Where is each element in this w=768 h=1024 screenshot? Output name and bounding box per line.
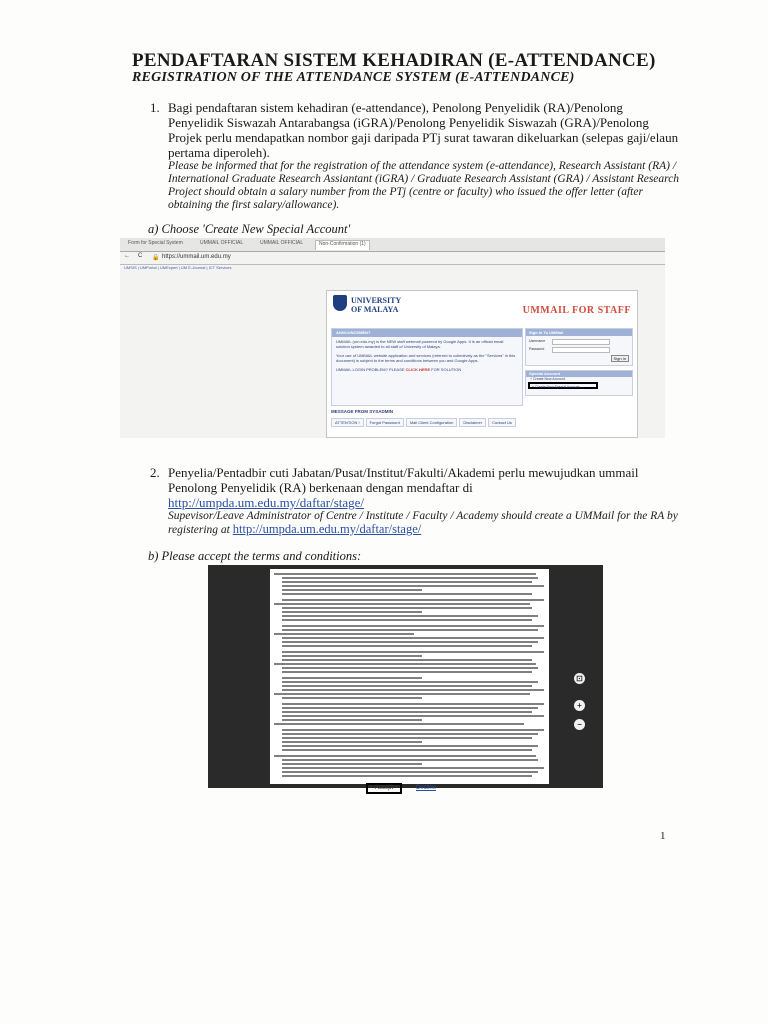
accept-button[interactable]: Accept <box>366 783 402 794</box>
ummail-menu <box>331 418 516 427</box>
terms-text-line <box>282 741 422 743</box>
sysadmin-message-heading: MESSAGE FROM SYSADMIN <box>331 409 394 414</box>
terms-screenshot <box>208 565 603 788</box>
browser-tab[interactable]: UMMAIL OFFICIAL <box>200 240 244 246</box>
terms-text-line <box>282 629 538 631</box>
item-text-malay: Bagi pendaftaran sistem kehadiran (e-attendance), Penolong Penyelidik (RA)/Penolong Penyelidik Siswazah Antarabangsa (iGRA)/Penolong Penyelidik Siswazah (GRA)/Penolong Projek perlu mendapatkan nombor gaji daripada PTj surat tawaran dikeluarkan (selepas gaji/elaun pertama diperoleh). <box>168 100 679 160</box>
terms-text-line <box>282 763 422 765</box>
terms-text-line <box>282 637 544 639</box>
registration-link[interactable]: http://umpda.um.edu.my/daftar/stage/ <box>168 495 365 510</box>
terms-text-line <box>282 577 538 579</box>
announcement-heading: ANNOUNCEMENT <box>332 329 522 337</box>
ummail-panel <box>326 290 638 438</box>
terms-text-line <box>282 711 532 713</box>
lock-icon: 🔒 <box>152 255 160 261</box>
terms-text-line <box>282 615 538 617</box>
ummail-screenshot <box>120 238 665 438</box>
terms-text-line <box>282 681 538 683</box>
terms-text-line <box>282 689 544 691</box>
terms-text-line <box>282 707 538 709</box>
special-account-heading: Special Account <box>526 371 632 377</box>
item-text-english: Please be informed that for the registration of the attendance system (e-attendance), Research Assistant (RA) / International Graduate Research Assiantant (iGRA) / Graduate Research Assistant (GRA) / Assistant Research Project should obtain a salary number from the PTj (centre or faculty) who issued the offer letter (after obtaining the first salary/allowance). <box>168 160 680 211</box>
ummail-brand: UMMAIL FOR STAFF <box>522 305 631 316</box>
login-panel <box>525 328 633 366</box>
menu-item[interactable]: Mail Client Configuration <box>406 418 458 427</box>
terms-text-line <box>282 697 422 699</box>
reload-icon[interactable]: C <box>138 253 143 259</box>
terms-text-line <box>282 589 422 591</box>
username-input[interactable] <box>552 339 610 345</box>
terms-text-line <box>282 767 544 769</box>
create-account-link[interactable]: + Create New Account <box>530 377 565 381</box>
step-b-label: b) Please accept the terms and conditions: <box>148 549 362 563</box>
zoom-in-icon[interactable]: + <box>574 700 585 711</box>
terms-text-line <box>282 581 532 583</box>
menu-item[interactable]: Contact Us <box>488 418 516 427</box>
terms-text-line <box>282 607 532 609</box>
list-item-1 <box>150 100 680 212</box>
terms-text-line <box>282 677 422 679</box>
terms-text-line <box>282 611 422 613</box>
decline-link[interactable]: Decline <box>416 785 437 791</box>
terms-text-line <box>274 693 530 695</box>
browser-tab-bar <box>120 238 665 252</box>
terms-text-line <box>282 645 532 647</box>
item-text-malay: Penyelia/Pentadbir cuti Jabatan/Pusat/Institut/Fakulti/Akademi perlu mewujudkan ummail Penolong Penyelidik (RA) berkenaan dengan mendaftar di http://umpda.um.edu.my/daftar/stage/ <box>168 465 639 510</box>
terms-text-line <box>282 655 422 657</box>
terms-text-line <box>282 619 532 621</box>
terms-text-line <box>282 671 532 673</box>
terms-text-line <box>282 667 538 669</box>
terms-text-line <box>274 573 536 575</box>
announcement-text: Your use of UMMAIL website application and services (referred to collectively as the "Services" in this document) is subject to the terms and conditions between you and Google Apps. <box>336 353 516 363</box>
terms-text-line <box>274 633 414 635</box>
back-icon[interactable]: ← <box>124 253 130 259</box>
terms-text-line <box>282 719 422 721</box>
click-here-link[interactable]: CLICK HERE <box>405 367 431 372</box>
terms-text-line <box>274 603 530 605</box>
browser-tab-active[interactable]: Non-Confirmation (1) <box>315 240 370 250</box>
terms-text-line <box>282 599 544 601</box>
url-text[interactable]: https://ummail.um.edu.my <box>162 254 231 260</box>
university-name: UNIVERSITY OF MALAYA <box>351 296 401 314</box>
terms-text-line <box>282 729 544 731</box>
page-title: PENDAFTARAN SISTEM KEHADIRAN (E-ATTENDANCE) <box>132 50 656 71</box>
item-number: 2. <box>150 465 160 480</box>
terms-text-line <box>282 737 532 739</box>
zoom-out-icon[interactable]: − <box>574 719 585 730</box>
terms-text-line <box>282 771 538 773</box>
announcement-text: UMMAIL LOGIN PROBLEM? PLEASE CLICK HERE FOR SOLUTION <box>336 367 462 372</box>
terms-text-line <box>282 625 544 627</box>
terms-text-line <box>282 703 544 705</box>
terms-text-line <box>282 733 538 735</box>
terms-text-line <box>282 685 532 687</box>
terms-text-line <box>282 659 532 661</box>
menu-item[interactable]: ATTENTION ! <box>331 418 364 427</box>
create-special-account-link[interactable]: + Create New Special Account <box>528 382 598 389</box>
terms-text-line <box>282 585 544 587</box>
list-item-2 <box>150 465 680 537</box>
terms-document[interactable] <box>270 569 549 784</box>
username-label: Username <box>529 339 546 343</box>
terms-text-line <box>274 663 536 665</box>
terms-text-line <box>282 759 538 761</box>
bookmarks-bar[interactable]: UMSIS | UMPortal | UMExpert | UM E-Journal | ICT Services <box>124 265 232 270</box>
page-subtitle: REGISTRATION OF THE ATTENDANCE SYSTEM (E-ATTENDANCE) <box>132 70 575 85</box>
announcement-panel <box>331 328 523 406</box>
password-input[interactable] <box>552 347 610 353</box>
password-label: Password <box>529 347 545 351</box>
terms-text-line <box>282 651 544 653</box>
page-number: 1 <box>660 830 666 842</box>
terms-text-line <box>274 723 524 725</box>
browser-tab[interactable]: Form for Special System <box>128 240 183 246</box>
terms-text-line <box>282 749 532 751</box>
menu-item[interactable]: Disclaimer <box>459 418 486 427</box>
step-a-label: a) Choose 'Create New Special Account' <box>148 222 351 236</box>
terms-text-line <box>282 593 532 595</box>
university-crest-icon <box>333 295 347 311</box>
terms-text-line <box>282 745 538 747</box>
announcement-text: UMMAIL (um.edu.my) is the NEW staff webmail powered by Google Apps. It is an official email solution system awarded to all staff of University of Malaya. <box>336 339 504 349</box>
zoom-reset-icon[interactable]: ⊡ <box>574 673 585 684</box>
special-account-panel <box>525 370 633 396</box>
menu-item[interactable]: Forgot Password <box>366 418 404 427</box>
address-bar[interactable] <box>120 251 665 265</box>
terms-text-line <box>282 715 544 717</box>
terms-text-line <box>274 755 536 757</box>
terms-text-line <box>282 775 532 777</box>
browser-tab[interactable]: UMMAIL OFFICIAL <box>260 240 304 246</box>
terms-text-line <box>282 641 538 643</box>
sign-in-button[interactable]: Sign In <box>611 355 629 362</box>
item-number: 1. <box>150 100 160 115</box>
login-heading: Sign In To UMMail <box>526 329 632 336</box>
item-text-english: Supevisor/Leave Administrator of Centre / Institute / Faculty / Academy should create a UMMail for the RA by registering at http://umpda.um.edu.my/daftar/stage/ <box>168 510 678 536</box>
registration-link[interactable]: http://umpda.um.edu.my/daftar/stage/ <box>232 522 422 536</box>
